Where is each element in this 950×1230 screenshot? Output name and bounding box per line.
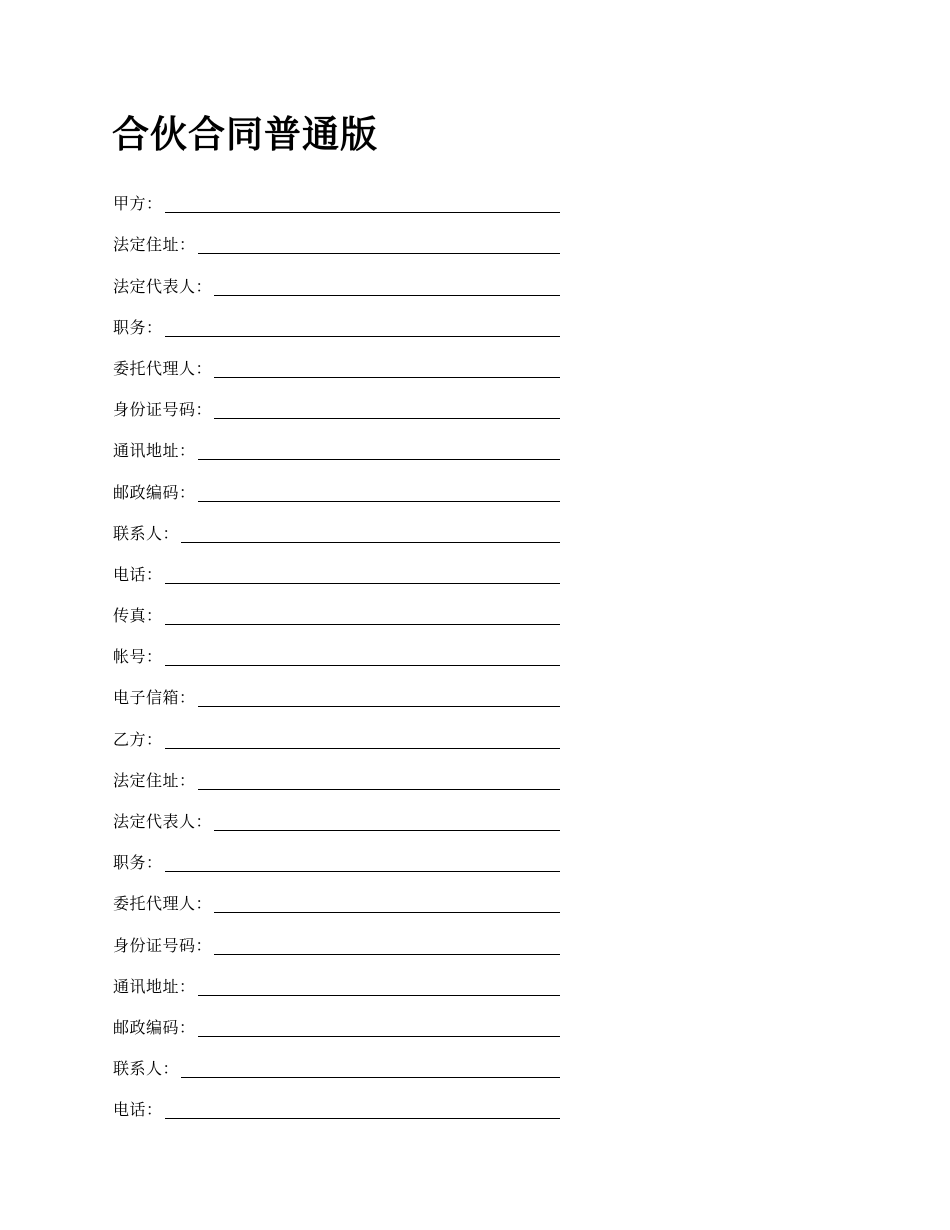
fill-in-line[interactable] [198, 983, 560, 996]
field-label: 职务： [113, 317, 163, 337]
field-row-legal-representative [113, 796, 560, 837]
field-row-party-a [113, 178, 560, 219]
fill-in-line[interactable] [165, 571, 560, 584]
fill-in-line[interactable] [198, 447, 560, 460]
field-row-authorized-agent [113, 878, 560, 919]
fill-in-line[interactable] [165, 200, 560, 213]
fill-in-line[interactable] [165, 653, 560, 666]
field-row-position [113, 837, 560, 878]
field-label: 职务： [113, 853, 163, 873]
fill-in-line[interactable] [214, 900, 560, 913]
field-row-authorized-agent [113, 343, 560, 384]
field-label: 身份证号码： [113, 935, 213, 955]
field-label: 邮政编码： [113, 1017, 196, 1037]
field-label: 法定代表人： [113, 812, 213, 831]
field-label: 帐号： [113, 647, 163, 667]
field-row-postal-code [113, 466, 560, 507]
field-row-contact-person [113, 508, 560, 549]
fill-in-line[interactable] [214, 406, 560, 419]
fill-in-line[interactable] [198, 1024, 560, 1037]
field-label: 通讯地址： [113, 441, 196, 461]
fill-in-line[interactable] [198, 489, 560, 502]
field-row-email [113, 672, 560, 713]
field-row-id-number [113, 919, 560, 960]
field-label: 联系人： [113, 523, 180, 543]
field-row-mailing-address [113, 961, 560, 1002]
field-row-id-number [113, 384, 560, 425]
fill-in-line[interactable] [165, 736, 560, 749]
field-label: 乙方： [113, 729, 163, 749]
field-label: 联系人： [113, 1059, 180, 1079]
fill-in-line[interactable] [165, 859, 560, 872]
field-label: 法定代表人： [113, 276, 213, 296]
fill-in-line[interactable] [198, 777, 560, 790]
field-row-legal-address [113, 755, 560, 796]
field-row-legal-address [113, 219, 560, 260]
field-label: 委托代理人： [113, 894, 213, 914]
field-row-phone [113, 1084, 560, 1125]
field-row-account [113, 631, 560, 672]
field-label: 邮政编码： [113, 482, 196, 502]
fill-in-line[interactable] [198, 694, 560, 707]
fill-in-line[interactable] [165, 612, 560, 625]
field-label: 身份证号码： [113, 400, 213, 420]
field-label: 委托代理人： [113, 358, 213, 378]
field-label: 电话： [113, 564, 163, 584]
fill-in-line[interactable] [181, 530, 560, 543]
fill-in-line[interactable] [214, 942, 560, 955]
field-label: 甲方： [113, 194, 163, 214]
fill-in-line[interactable] [214, 818, 560, 831]
fill-in-line[interactable] [165, 324, 560, 337]
field-row-fax [113, 590, 560, 631]
party-info-fields [113, 178, 560, 1125]
field-label: 电话： [113, 1100, 163, 1120]
field-label: 传真： [113, 606, 163, 626]
document-title: 合伙合同普通版 [112, 113, 378, 156]
field-row-phone [113, 549, 560, 590]
field-row-contact-person [113, 1043, 560, 1084]
fill-in-line[interactable] [198, 241, 560, 254]
fill-in-line[interactable] [214, 283, 560, 296]
field-row-position [113, 302, 560, 343]
fill-in-line[interactable] [181, 1065, 560, 1078]
fill-in-line[interactable] [214, 365, 560, 378]
field-row-mailing-address [113, 425, 560, 466]
field-label: 通讯地址： [113, 976, 196, 996]
field-label: 法定住址： [113, 235, 196, 255]
field-label: 电子信箱： [113, 688, 196, 708]
field-row-legal-representative [113, 260, 560, 301]
fill-in-line[interactable] [165, 1106, 560, 1119]
field-label: 法定住址： [113, 770, 196, 790]
field-row-postal-code [113, 1002, 560, 1043]
field-row-party-b [113, 713, 560, 754]
